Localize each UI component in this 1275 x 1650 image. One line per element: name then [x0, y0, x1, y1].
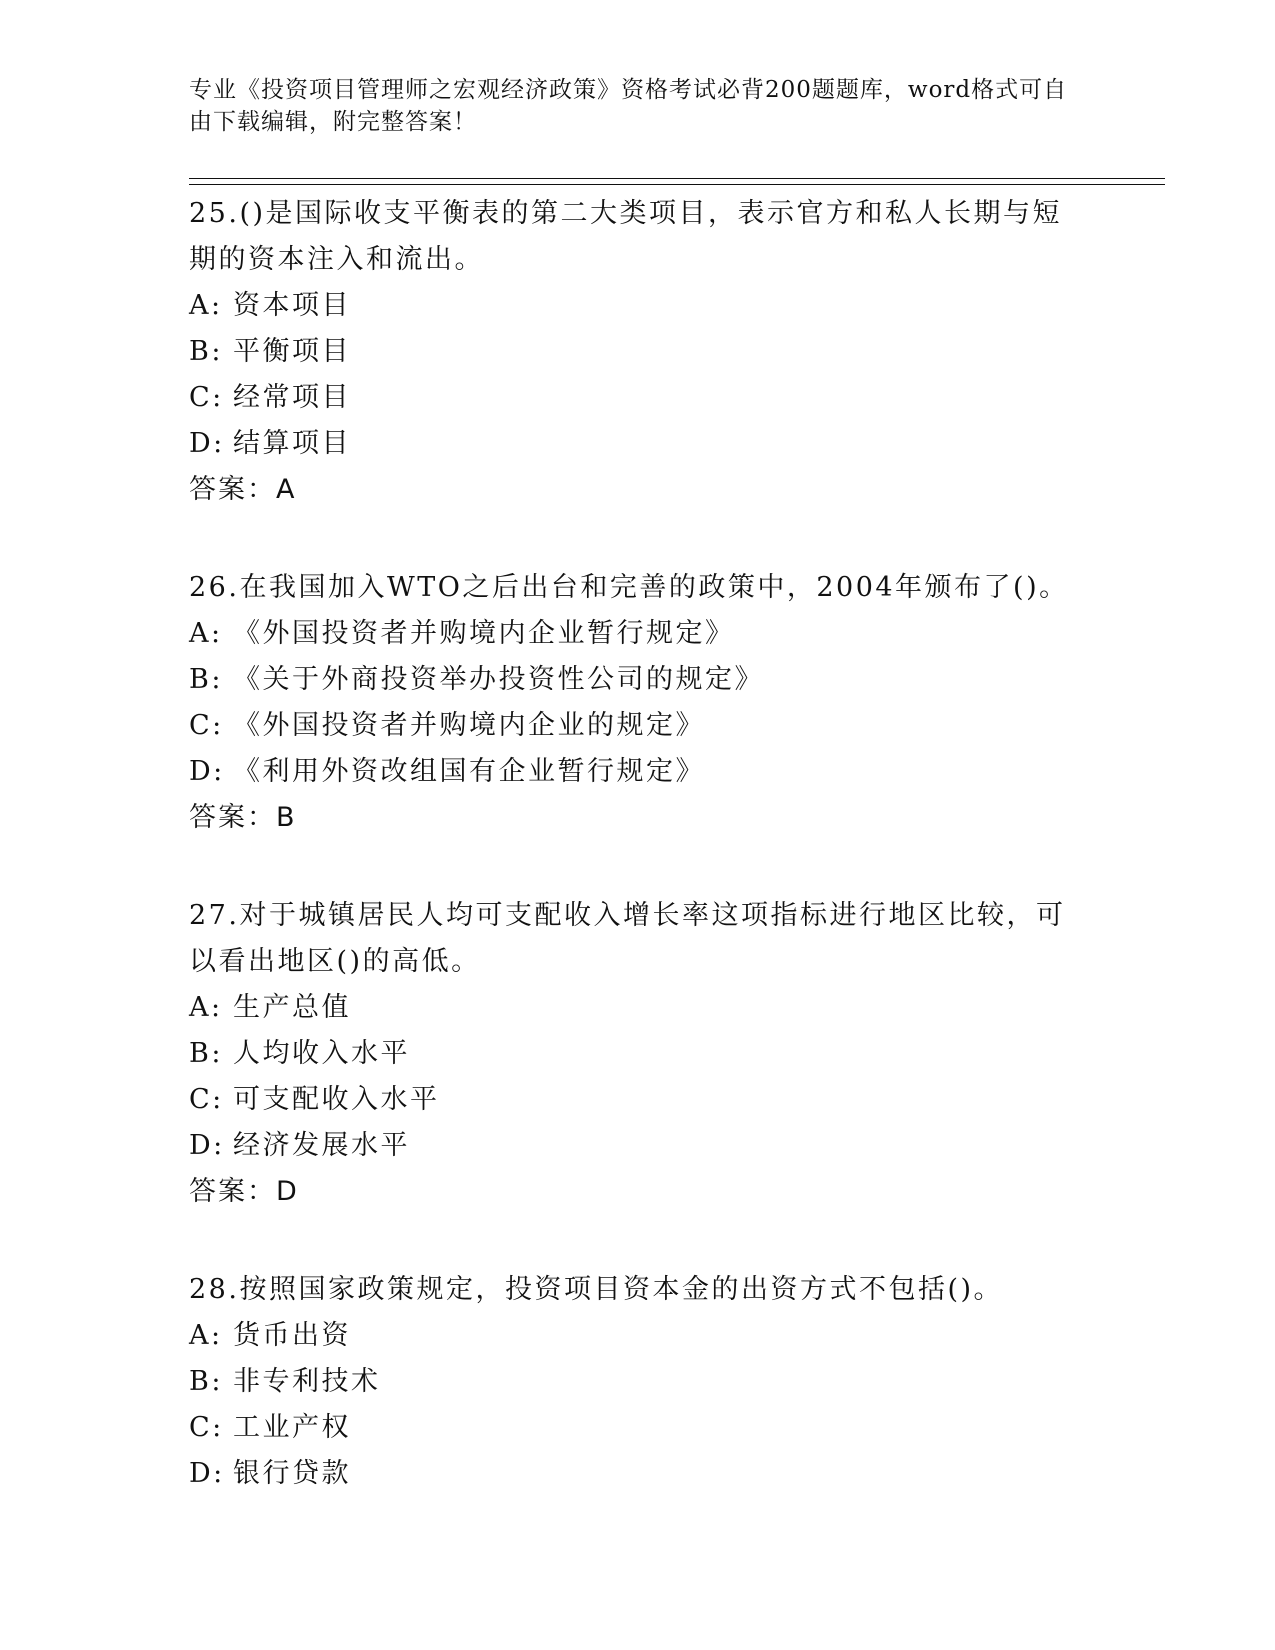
question-stem: 28.按照国家政策规定，投资项目资本金的出资方式不包括()。: [189, 1274, 1004, 1305]
question-25: [189, 191, 1089, 513]
option-letter: A:: [189, 992, 223, 1023]
option-text: 《外国投资者并购境内企业的规定》: [233, 710, 705, 741]
answer-line: 答案：D: [189, 1176, 299, 1207]
option-a: [189, 1313, 1089, 1359]
option-d: [189, 421, 1089, 467]
question-stem: 27.对于城镇居民人均可支配收入增长率这项指标进行地区比较，可以看出地区()的高低。: [189, 900, 1066, 977]
option-c: [189, 703, 1089, 749]
option-letter: D:: [189, 756, 225, 787]
question-27: [189, 893, 1089, 1215]
option-a: [189, 611, 1089, 657]
question-26: [189, 565, 1089, 841]
option-text: 平衡项目: [233, 336, 351, 367]
option-letter: D:: [189, 1458, 225, 1489]
option-a: [189, 985, 1089, 1031]
question-28: [189, 1267, 1089, 1497]
option-letter: B:: [189, 664, 223, 695]
document-header: 专业《投资项目管理师之宏观经济政策》资格考试必背200题题库，word格式可自由下载编辑，附完整答案！: [189, 77, 1068, 135]
option-b: [189, 1031, 1089, 1077]
option-b: [189, 329, 1089, 375]
option-text: 结算项目: [233, 428, 351, 459]
option-letter: A:: [189, 290, 223, 321]
header-rule-bottom: [189, 184, 1165, 185]
question-list: [189, 191, 1089, 1549]
option-letter: D:: [189, 428, 225, 459]
answer-line: 答案：A: [189, 474, 297, 505]
option-text: 《关于外商投资举办投资性公司的规定》: [233, 664, 764, 695]
option-text: 生产总值: [233, 992, 351, 1023]
option-text: 货币出资: [233, 1320, 351, 1351]
option-letter: C:: [189, 1084, 224, 1115]
option-text: 《利用外资改组国有企业暂行规定》: [233, 756, 705, 787]
option-text: 《外国投资者并购境内企业暂行规定》: [233, 618, 735, 649]
option-letter: C:: [189, 710, 224, 741]
option-b: [189, 1359, 1089, 1405]
option-letter: C:: [189, 1412, 224, 1443]
option-text: 经常项目: [233, 382, 351, 413]
option-letter: B:: [189, 1038, 223, 1069]
option-d: [189, 1451, 1089, 1497]
option-d: [189, 749, 1089, 795]
option-c: [189, 1405, 1089, 1451]
option-letter: D:: [189, 1130, 225, 1161]
option-text: 可支配收入水平: [233, 1084, 440, 1115]
answer-line: 答案：B: [189, 802, 297, 833]
option-a: [189, 283, 1089, 329]
option-c: [189, 375, 1089, 421]
header-rule-top: [189, 178, 1165, 179]
question-stem: 26.在我国加入WTO之后出台和完善的政策中，2004年颁布了()。: [189, 572, 1069, 603]
option-letter: B:: [189, 336, 223, 367]
option-c: [189, 1077, 1089, 1123]
option-letter: A:: [189, 618, 223, 649]
option-letter: B:: [189, 1366, 223, 1397]
option-text: 经济发展水平: [233, 1130, 410, 1161]
option-letter: C:: [189, 382, 224, 413]
option-text: 工业产权: [233, 1412, 351, 1443]
option-text: 非专利技术: [233, 1366, 381, 1397]
option-d: [189, 1123, 1089, 1169]
option-text: 人均收入水平: [233, 1038, 410, 1069]
question-stem: 25.()是国际收支平衡表的第二大类项目，表示官方和私人长期与短期的资本注入和流出。: [189, 198, 1063, 275]
option-text: 银行贷款: [233, 1458, 351, 1489]
option-letter: A:: [189, 1320, 223, 1351]
option-b: [189, 657, 1089, 703]
option-text: 资本项目: [233, 290, 351, 321]
